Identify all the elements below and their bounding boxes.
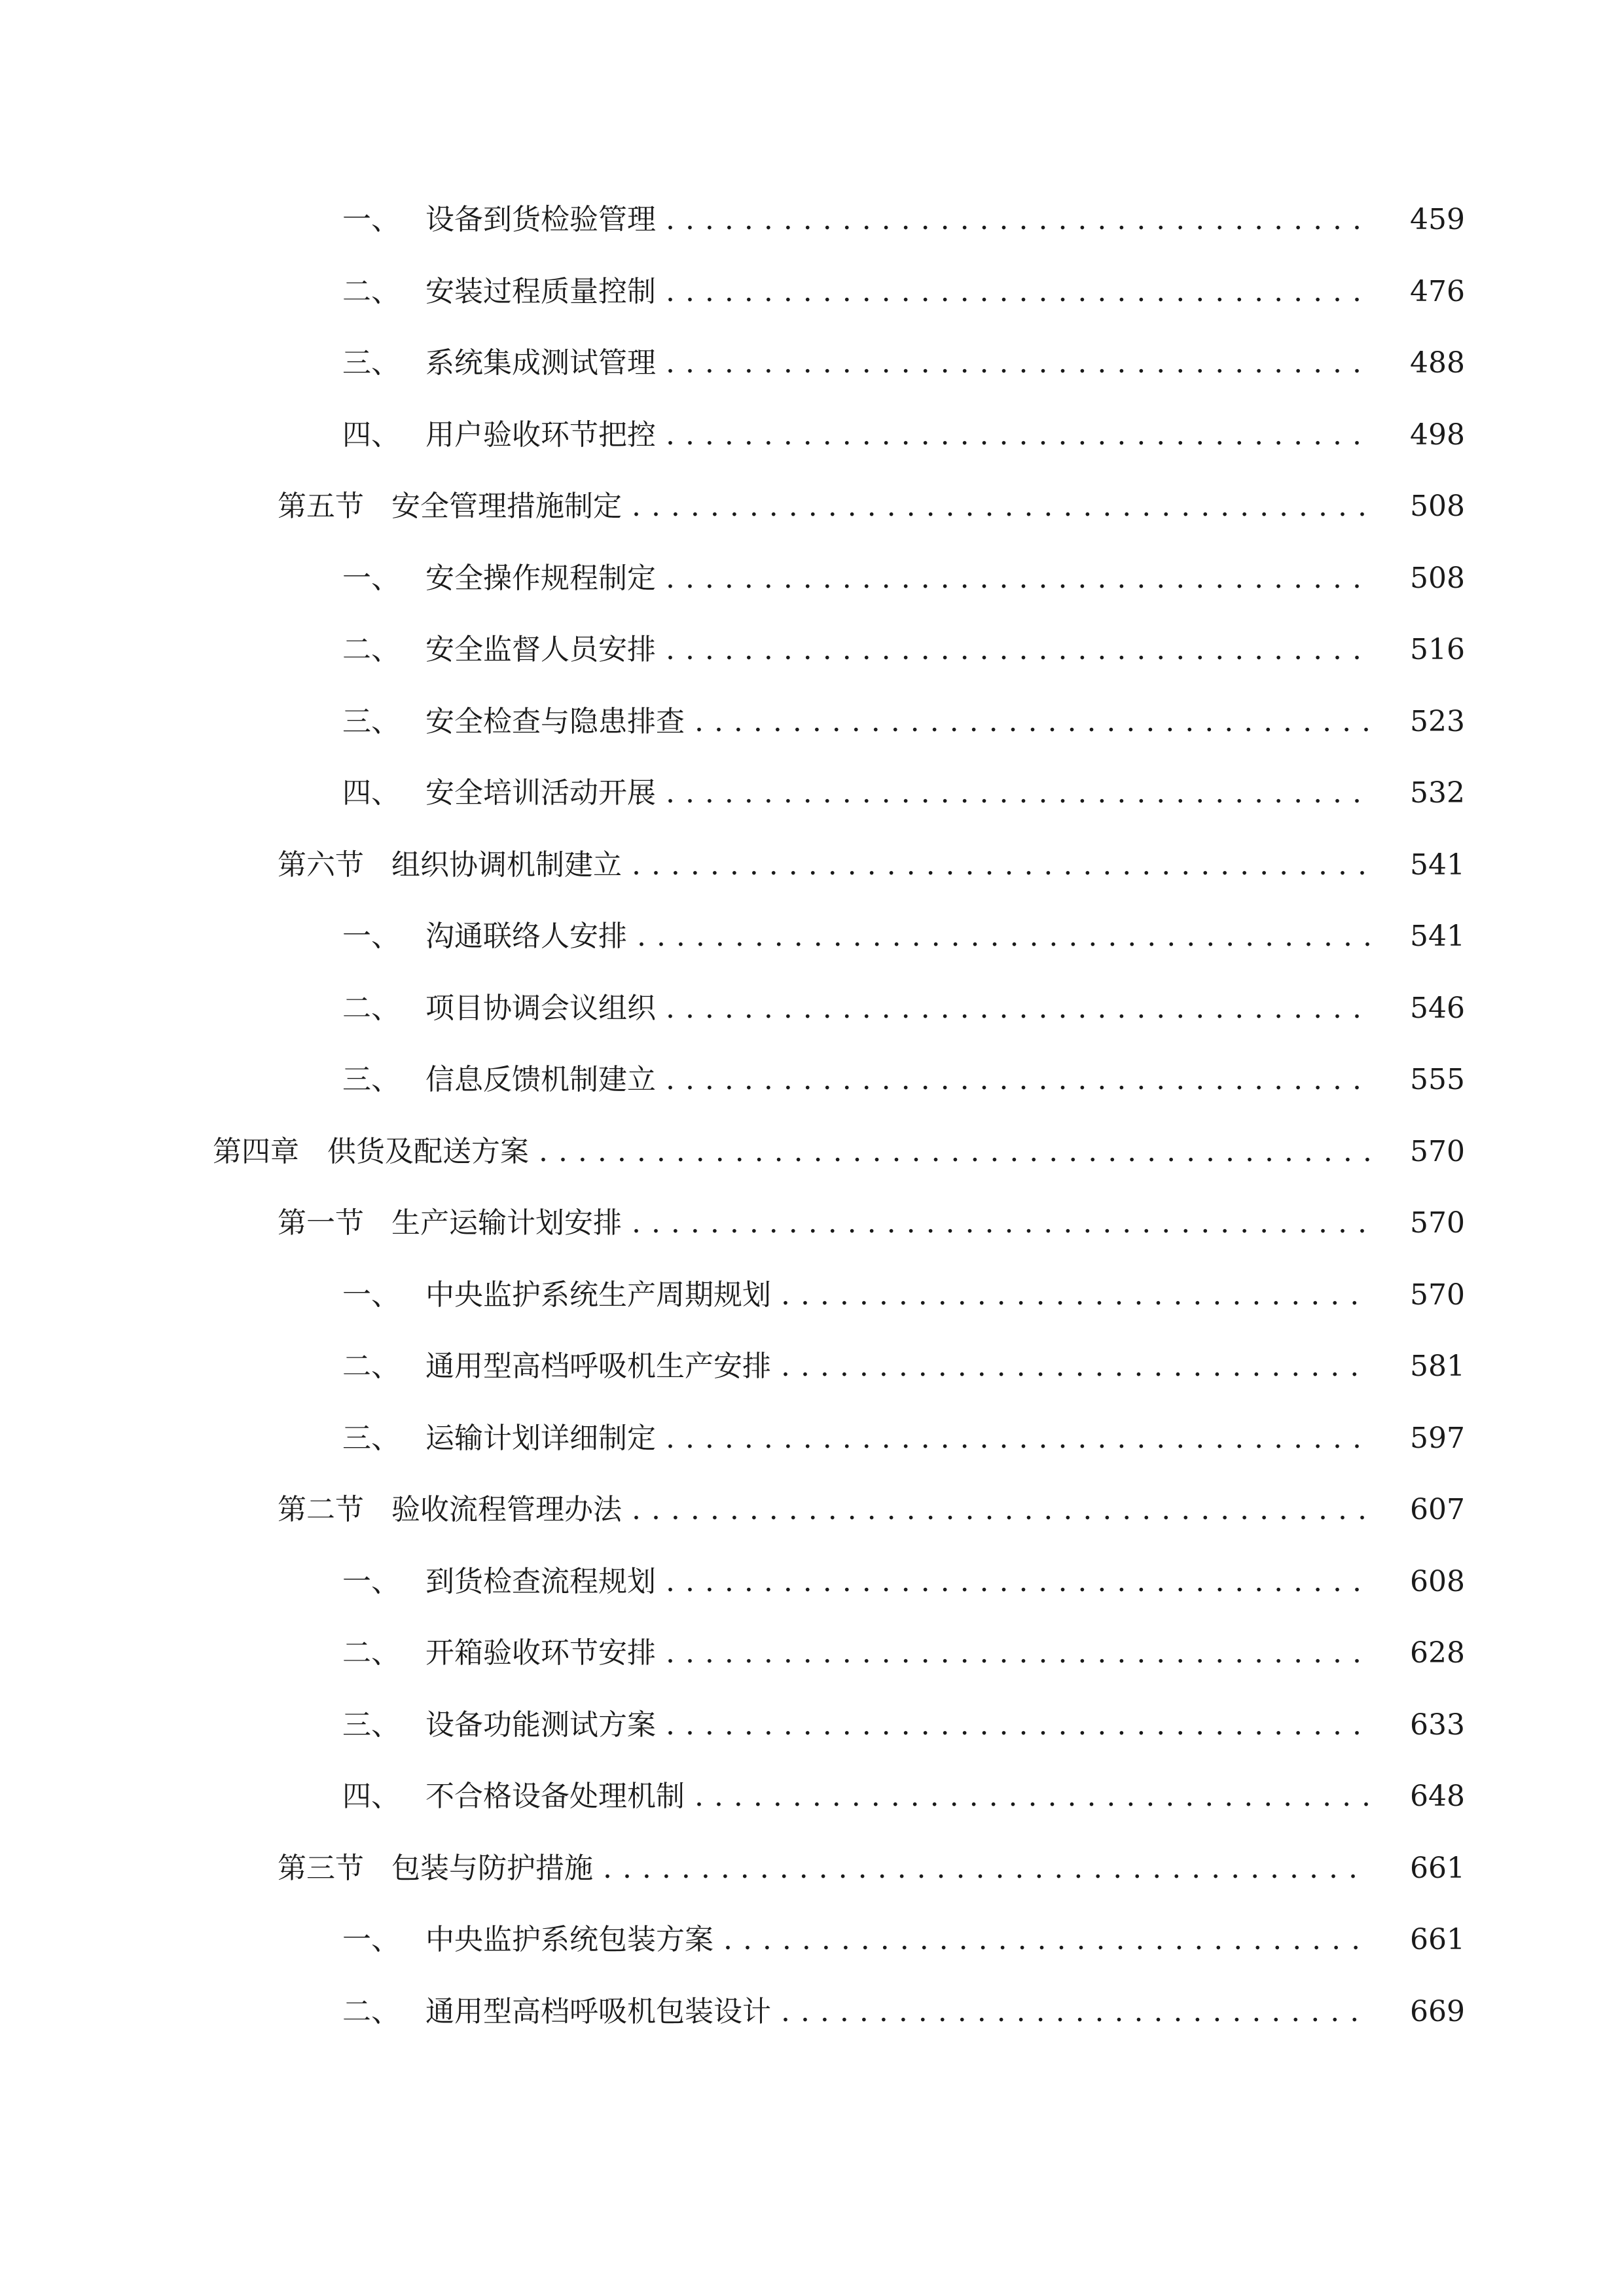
toc-entry-page: 661: [1410, 1852, 1465, 1885]
toc-entry-number: 一、: [342, 1565, 400, 1598]
toc-entry[interactable]: [0, 1197, 1624, 1249]
toc-entry-title: 系统集成测试管理 . . .: [425, 337, 1370, 389]
toc-entry-title: 运输计划详细制定 . . .: [425, 1412, 1370, 1465]
toc-entry-number: 三、: [342, 1422, 400, 1455]
toc-entry-title: 安全操作规程制定 . . .: [425, 552, 1370, 605]
toc-entry-number: 四、: [342, 776, 400, 810]
toc-entry-page: 628: [1410, 1636, 1465, 1670]
toc-entry[interactable]: [0, 266, 1624, 318]
toc-entry-title: 安全检查与隐患排查 . . .: [425, 696, 1370, 748]
toc-entry-title: 包装与防护措施 . . .: [391, 1842, 1370, 1895]
toc-entry-page: 498: [1410, 418, 1465, 452]
toc-entry[interactable]: [0, 194, 1624, 246]
toc-entry-number: 二、: [342, 1995, 400, 2028]
toc-entry-page: 523: [1410, 705, 1465, 738]
toc-entry-title: 通用型高档呼吸机生产安排 . . .: [425, 1340, 1370, 1393]
toc-entry-title: 安全管理措施制定 . . .: [391, 480, 1370, 533]
toc-entry-title: 不合格设备处理机制 . . .: [425, 1770, 1370, 1823]
toc-entry-title: 安装过程质量控制 . . .: [425, 266, 1370, 318]
toc-entry-title: 验收流程管理办法 . . .: [391, 1484, 1370, 1536]
toc-entry-title: 用户验收环节把控 . . .: [425, 409, 1370, 461]
toc-entry[interactable]: [0, 1484, 1624, 1536]
toc-entry[interactable]: [0, 1699, 1624, 1751]
toc-entry-page: 532: [1410, 776, 1465, 810]
toc-entry-page: 661: [1410, 1923, 1465, 1956]
toc-entry-page: 476: [1410, 275, 1465, 308]
toc-entry-number: 一、: [342, 920, 400, 953]
toc-entry-page: 597: [1410, 1422, 1465, 1455]
toc-entry-title: 沟通联络人安排 . . .: [425, 910, 1370, 963]
toc-entry-page: 508: [1410, 562, 1465, 595]
toc-entry[interactable]: [0, 696, 1624, 748]
toc-entry-number: 三、: [342, 1063, 400, 1096]
toc-entry-page: 541: [1410, 920, 1465, 953]
toc-entry-page: 607: [1410, 1493, 1465, 1526]
toc-entry-number: 第四章: [213, 1135, 299, 1168]
toc-entry-number: 第二节: [278, 1493, 364, 1526]
toc-entry-number: 三、: [342, 705, 400, 738]
toc-entry-number: 二、: [342, 992, 400, 1025]
toc-entry-title: 到货检查流程规划 . . .: [425, 1556, 1370, 1608]
toc-entry-number: 一、: [342, 1278, 400, 1312]
toc-entry-number: 第三节: [278, 1852, 364, 1885]
toc-entry-page: 459: [1410, 203, 1465, 236]
toc-entry-number: 一、: [342, 562, 400, 595]
toc-entry-page: 516: [1410, 633, 1465, 666]
toc-entry-page: 608: [1410, 1565, 1465, 1598]
toc-entry-title: 项目协调会议组织 . . .: [425, 982, 1370, 1035]
toc-entry-title: 通用型高档呼吸机包装设计 . . .: [425, 1986, 1370, 2038]
toc-entry-page: 541: [1410, 848, 1465, 882]
toc-entry-page: 508: [1410, 490, 1465, 523]
toc-entry-number: 四、: [342, 1780, 400, 1813]
toc-entry[interactable]: [0, 337, 1624, 389]
toc-entry[interactable]: [0, 910, 1624, 963]
toc-entry[interactable]: [0, 982, 1624, 1035]
toc-entry[interactable]: [0, 552, 1624, 605]
toc-entry-title: 信息反馈机制建立 . . .: [425, 1054, 1370, 1106]
toc-entry-number: 二、: [342, 1350, 400, 1383]
toc-entry[interactable]: [0, 1269, 1624, 1321]
toc-entry[interactable]: [0, 624, 1624, 676]
toc-entry-title: 组织协调机制建立 . . .: [391, 839, 1370, 891]
toc-entry[interactable]: [0, 1412, 1624, 1465]
toc-entry[interactable]: [0, 1126, 1624, 1178]
toc-entry-title: 中央监护系统生产周期规划 . . .: [425, 1269, 1370, 1321]
toc-entry-number: 第一节: [278, 1206, 364, 1240]
toc-entry-title: 设备到货检验管理 . . .: [425, 194, 1370, 246]
toc-entry-number: 二、: [342, 633, 400, 666]
toc-entry[interactable]: [0, 1627, 1624, 1679]
toc-entry-number: 二、: [342, 1636, 400, 1670]
toc-entry-title: 中央监护系统包装方案 . . .: [425, 1914, 1370, 1966]
toc-entry-number: 第六节: [278, 848, 364, 882]
toc-entry[interactable]: [0, 1770, 1624, 1823]
toc-entry-title: 开箱验收环节安排 . . .: [425, 1627, 1370, 1679]
toc-entry-number: 一、: [342, 203, 400, 236]
toc-entry-page: 546: [1410, 992, 1465, 1025]
toc-entry[interactable]: [0, 409, 1624, 461]
toc-entry-title: 生产运输计划安排 . . .: [391, 1197, 1370, 1249]
toc-entry-number: 三、: [342, 346, 400, 380]
toc-entry-page: 633: [1410, 1708, 1465, 1742]
toc-entry-title: 供货及配送方案 . . .: [327, 1126, 1370, 1178]
toc-entry[interactable]: [0, 1914, 1624, 1966]
toc-entry-title: 安全监督人员安排 . . .: [425, 624, 1370, 676]
toc-entry-page: 581: [1410, 1350, 1465, 1383]
toc-entry[interactable]: [0, 1340, 1624, 1393]
toc-entry-page: 488: [1410, 346, 1465, 380]
toc-entry-title: 安全培训活动开展 . . .: [425, 767, 1370, 819]
toc-entry[interactable]: [0, 1986, 1624, 2038]
toc-entry[interactable]: [0, 1054, 1624, 1106]
toc-entry-page: 555: [1410, 1063, 1465, 1096]
toc-entry-title: 设备功能测试方案 . . .: [425, 1699, 1370, 1751]
toc-entry[interactable]: [0, 839, 1624, 891]
toc-entry[interactable]: [0, 1556, 1624, 1608]
toc-entry[interactable]: [0, 480, 1624, 533]
toc-entry[interactable]: [0, 767, 1624, 819]
toc-entry-number: 四、: [342, 418, 400, 452]
toc-entry-number: 一、: [342, 1923, 400, 1956]
toc-entry-number: 二、: [342, 275, 400, 308]
toc-entry-page: 669: [1410, 1995, 1465, 2028]
toc-entry-page: 648: [1410, 1780, 1465, 1813]
toc-entry-number: 第五节: [278, 490, 364, 523]
toc-entry-page: 570: [1410, 1135, 1465, 1168]
toc-entry-page: 570: [1410, 1278, 1465, 1312]
toc-entry[interactable]: [0, 1842, 1624, 1895]
toc-entry-number: 三、: [342, 1708, 400, 1742]
toc-entry-page: 570: [1410, 1206, 1465, 1240]
